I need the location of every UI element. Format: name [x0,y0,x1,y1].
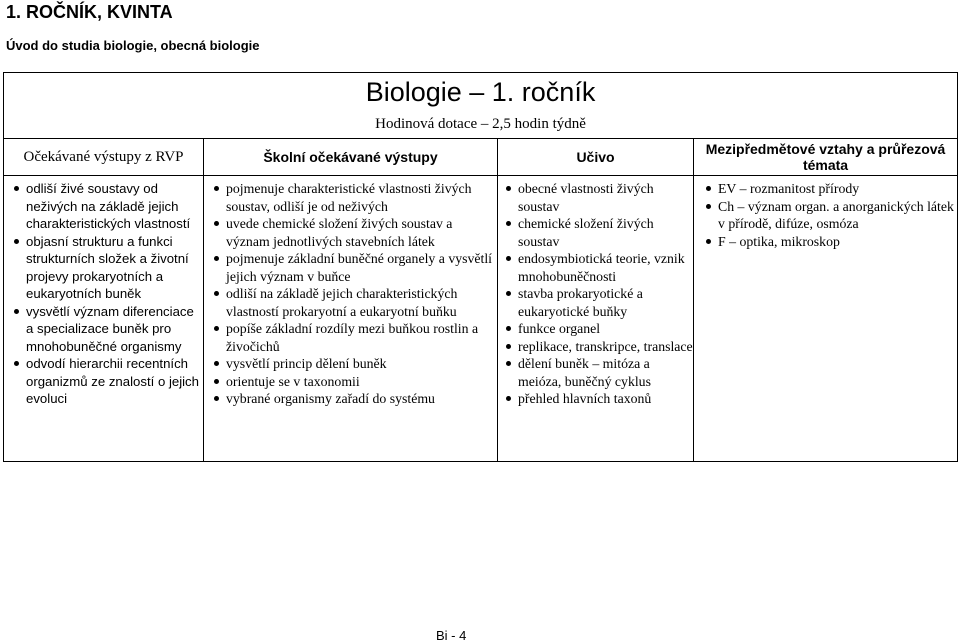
list-item: endosymbiotická teorie, vznik mnohobuněčnosti [504,250,693,285]
curriculum-list [504,180,693,408]
list-item: uvede chemické složení živých soustav a význam jednotlivých stavebních látek [212,215,497,250]
cross-curricular-list [704,180,957,250]
section-subheading: Úvod do studia biologie, obecná biologie [6,38,260,53]
list-item: přehled hlavních taxonů [504,390,693,408]
list-item: replikace, transkripce, translace [504,338,693,356]
list-item: objasní strukturu a funkci strukturních složek a životní projevy prokaryotních a eukaryotních buněk [12,233,203,303]
list-item: funkce organel [504,320,693,338]
list-item: stavba prokaryotické a eukaryotické buňky [504,285,693,320]
list-item: orientuje se v taxonomii [212,373,497,391]
column-header-rvp: Očekávané výstupy z RVP [4,139,204,176]
rvp-outcomes-cell [4,176,204,462]
list-item: vysvětlí princip dělení buněk [212,355,497,373]
cross-curricular-cell [694,176,958,462]
list-item: EV – rozmanitost přírody [704,180,957,198]
section-heading: 1. ROČNÍK, KVINTA [6,2,173,22]
table-title-cell [4,73,958,139]
page-number: Bi - 4 [436,628,467,643]
curriculum-cell [498,176,694,462]
list-item: Ch – význam organ. a anorganických látek v přírodě, difúze, osmóza [704,198,957,233]
list-item: pojmenuje charakteristické vlastnosti živých soustav, odliší je od neživých [212,180,497,215]
list-item: odliší na základě jejich charakteristických vlastností prokaryotní a eukaryotní buňku [212,285,497,320]
school-outcomes-cell [204,176,498,462]
list-item: F – optika, mikroskop [704,233,957,251]
school-outcomes-list [212,180,497,408]
list-item: dělení buněk – mitóza a meióza, buněčný cyklus [504,355,693,390]
rvp-outcomes-list [12,180,203,408]
list-item: pojmenuje základní buněčné organely a vysvětlí jejich význam v buňce [212,250,497,285]
list-item: odvodí hierarchii recentních organizmů ze znalostí o jejich evoluci [12,355,203,408]
hours-allocation: Hodinová dotace – 2,5 hodin týdně [375,116,586,132]
list-item: popíše základní rozdíly mezi buňkou rostlin a živočichů [212,320,497,355]
list-item: vybrané organismy zařadí do systému [212,390,497,408]
list-item: odliší živé soustavy od neživých na základě jejich charakteristických vlastností [12,180,203,233]
subject-title: Biologie – 1. ročník [365,77,596,107]
list-item: obecné vlastnosti živých soustav [504,180,693,215]
curriculum-table [3,72,958,462]
list-item: vysvětlí význam diferenciace a specializace buněk pro mnohobuněčné organismy [12,303,203,356]
column-header-curriculum: Učivo [498,139,694,176]
column-header-cross-curricular: Mezipředmětové vztahy a průřezová témata [694,139,958,176]
column-header-school-outcomes: Školní očekávané výstupy [204,139,498,176]
list-item: chemické složení živých soustav [504,215,693,250]
